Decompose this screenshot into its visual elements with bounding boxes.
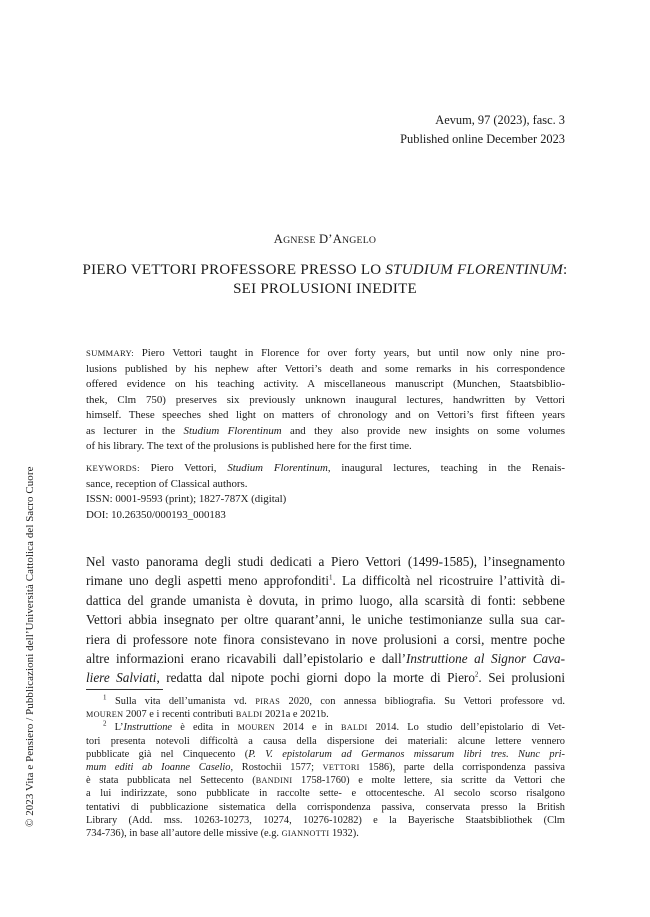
- footnote-line: [69, 708, 565, 721]
- article-title: [70, 261, 580, 299]
- footnote-smallcaps: VETTORI: [322, 763, 360, 773]
- body-text: . La difficoltà nel ricostruire l’attività di-: [332, 573, 565, 589]
- body-line: dattica del grande umanista è dovuta, in primo luogo, alla scarsità di fonti: sebbene: [86, 592, 565, 608]
- footnote-text: L’: [106, 722, 124, 734]
- footnote-italic: mum editi ab Ioanne Caselio: [86, 762, 231, 774]
- footnote-number: 1: [103, 693, 107, 702]
- summary-text: Piero Vettori taught in Florence for over forty years, but until now only nine pro-: [133, 347, 565, 359]
- footnote-line: [86, 721, 565, 734]
- footnote-smallcaps: GIANNOTTI: [281, 829, 330, 839]
- footnotes: [86, 695, 565, 840]
- body-line: [86, 668, 565, 687]
- journal-citation: Aevum, 97 (2023), fasc. 3: [435, 113, 565, 127]
- summary-block: [86, 346, 565, 455]
- keywords-line: sance, reception of Classical authors.: [86, 477, 248, 490]
- footnote-text: 1932).: [329, 828, 359, 840]
- body-text: altre informazioni erano ricavabili dall’epistolario e dall’: [86, 651, 407, 667]
- footnote-italic: P. V. epistolarum ad Germanos missarum libri tres. Nunc pri-: [248, 748, 565, 760]
- footnote-ref[interactable]: 1: [328, 574, 333, 583]
- title-italic: STUDIUM FLORENTINUM: [385, 262, 564, 278]
- author-last-rest: NGELO: [342, 235, 377, 246]
- footnote-text: 2014. Lo studio dell’epistolario di Vet-: [367, 722, 565, 734]
- footnote-2: [86, 721, 565, 840]
- author-first-rest: GNESE: [283, 235, 316, 246]
- keywords-text: Piero Vettori,: [139, 462, 228, 474]
- footnote-italic: Instruttione: [123, 722, 173, 734]
- body-text: , redatta dal nipote pochi giorni dopo la morte di Piero: [156, 670, 475, 686]
- keywords-italic: Studium Florentinum: [227, 462, 328, 474]
- summary-line: [86, 424, 565, 440]
- footnote-line: [86, 761, 565, 774]
- summary-label: SUMMARY:: [86, 348, 134, 358]
- author-initial-first: A: [273, 232, 284, 246]
- author-initial-last: D’A: [319, 232, 342, 246]
- body-paragraph: [86, 552, 565, 688]
- footnote-line: [86, 774, 565, 787]
- summary-line: [86, 346, 565, 362]
- body-italic: liere Salviati: [86, 670, 157, 686]
- body-text: . Sei prolusioni: [478, 670, 565, 686]
- body-line: riera di professore note finora consistevano in nove prolusioni a corsi, mentre poche: [86, 631, 565, 647]
- footnote-line: [86, 695, 565, 708]
- summary-line: lusions published by his nephew after Vettori’s death and some remarks in his correspondence: [86, 362, 565, 375]
- keywords-block: [86, 461, 565, 492]
- title-line-2: SEI PROLUSIONI INEDITE: [233, 281, 417, 297]
- footnote-line: tentativi di pubblicazione sistematica della corrispondenza passiva, conservata presso la British: [86, 801, 565, 813]
- publication-date: Published online December 2023: [400, 132, 565, 146]
- footnote-smallcaps: PIRAS: [255, 697, 281, 706]
- title-colon: :: [563, 262, 568, 278]
- footnote-text: 734-736), in base all’autore delle missive (e.g.: [86, 828, 282, 840]
- copyright-notice: © 2023 Vita e Pensiero / Pubblicazioni dell’Università Cattolica del Sacro Cuore: [24, 466, 36, 827]
- footnote-smallcaps: BALDI: [341, 723, 368, 733]
- footnote-text: 2014 e in: [274, 722, 342, 734]
- body-line: Nel vasto panorama degli studi dedicati a Piero Vettori (1499-1585), l’insegnamento: [86, 554, 565, 569]
- footnote-number: 2: [103, 719, 107, 728]
- summary-italic: Studium Florentinum: [183, 424, 282, 437]
- footnote-smallcaps: BALDI: [235, 710, 263, 720]
- footnote-text: , Rostochii 1577;: [230, 762, 323, 774]
- footnote-smallcaps: MOUREN: [237, 723, 275, 733]
- footnote-text: pubblicate già nel Cinquecento (: [86, 748, 249, 760]
- footnote-text: 2021a e 2021b.: [262, 709, 329, 721]
- footnote-text: 2020, con annessa bibliografia. Su Vettori professore vd.: [280, 696, 565, 707]
- footnote-line: [86, 827, 565, 840]
- body-line: [86, 649, 565, 668]
- footnote-smallcaps: MOUREN: [86, 710, 124, 720]
- issn: ISSN: 0001-9593 (print); 1827-787X (digital): [86, 493, 287, 505]
- footnote-text: 1586), parte della corrispondenza passiva: [359, 762, 565, 774]
- footnote-separator: [86, 689, 163, 690]
- footnote-line: [86, 748, 565, 761]
- footnote-line: a lui indirizzate, sono pubblicate in raccolte sette- e ottocentesche. Al secolo scorso risalgono: [86, 788, 565, 800]
- footnote-text: Sulla vita dell’umanista vd.: [106, 696, 256, 707]
- footnote-line: tori presenta notevoli difficoltà a causa della dispersione dei materiali: alcune lettere vennero: [86, 735, 565, 747]
- title-line-1: [70, 261, 580, 280]
- doi: DOI: 10.26350/000193_000183: [86, 508, 226, 521]
- keywords-line: [86, 461, 565, 477]
- author-name: [0, 232, 650, 247]
- title-text-1: PIERO VETTORI PROFESSORE PRESSO LO: [82, 262, 386, 278]
- keywords-label: KEYWORDS:: [86, 463, 140, 473]
- body-text: rimane uno degli aspetti meno approfonditi: [86, 573, 329, 589]
- keywords-text: , inaugural lectures, teaching in the Renais-: [327, 462, 565, 474]
- footnote-text: 2007 e i recenti contributi: [123, 709, 236, 721]
- footnote-line: Library (Add. mss. 10263-10273, 10274, 10276-10282) e la Bayerische Staatsbibliothek (Clm: [86, 814, 565, 826]
- footnote-1: [86, 695, 565, 721]
- summary-line: of his library. The text of the prolusions is published here for the first time.: [86, 440, 412, 452]
- footnote-ref[interactable]: 2: [474, 671, 479, 680]
- summary-text: and they also provide new insights on some volumes: [281, 424, 565, 437]
- footnote-text: è stata pubblicata nel Settecento (: [86, 775, 256, 787]
- footnote-text: è edita in: [172, 722, 238, 734]
- journal-header: [400, 111, 565, 149]
- footnote-smallcaps: BANDINI: [255, 776, 293, 786]
- summary-line: thek, Clm 750) preserves six previously unknown inaugural lectures, handwritten by Vettori: [86, 393, 565, 406]
- summary-line: offered evidence on his teaching activity. A miscellaneous manuscript (Munchen, Staatsbiblio-: [86, 378, 565, 390]
- summary-line: himself. These speeches shed light on matters of chronology and on Vettori’s first fifteen years: [86, 409, 565, 421]
- body-italic: Instruttione al Signor Cava-: [406, 651, 565, 667]
- summary-text: as lecturer in the: [86, 424, 184, 437]
- footnote-text: 1758-1760) e molte lettere, sia scritte da Vettori che: [292, 775, 565, 787]
- body-line: Vettori abbia insegnato per oltre quarant’anni, le uniche testimonianze sulla sua car-: [86, 612, 565, 628]
- identifiers: [86, 492, 286, 523]
- body-line: [86, 571, 565, 590]
